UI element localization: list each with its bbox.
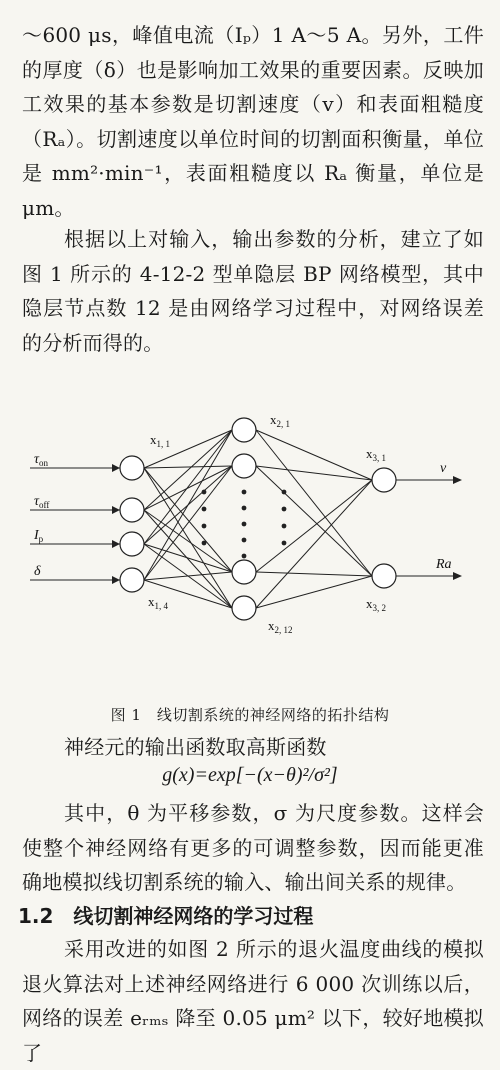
paragraph-2: 根据以上对输入，输出参数的分析，建立了如图 1 所示的 4-12-2 型单隐层 BP 网络模型，其中隐层节点数 12 是由网络学习过程中，对网络误差的分析而得的。: [22, 227, 484, 355]
edge-h3-out2: [256, 572, 372, 576]
edge-h2-out2: [256, 466, 372, 576]
bp-network-figure: [0, 400, 500, 690]
edge-h1-out2: [256, 430, 372, 576]
hidden-node-1: [232, 418, 256, 442]
input-label-delta: δ: [34, 564, 41, 579]
ellipsis-dots: [202, 490, 287, 559]
input-label-tau-on: $\tau_{on}$: [34, 452, 49, 468]
input-label-ip: $I_p$: [34, 528, 44, 544]
input-arrows: [30, 468, 120, 580]
output-node-2: [372, 564, 396, 588]
edge-in4-h3: [144, 572, 232, 580]
hidden-layer: [232, 418, 256, 620]
edge-in1-h2: [144, 466, 232, 468]
input-node-1: [120, 456, 144, 480]
paragraph-4: 采用改进的如图 2 所示的退火温度曲线的模拟退火算法对上述神经网络进行 6 000 次训练以后，网络的误差 eᵣₘₛ 降至 0.05 μm² 以下，较好地模拟了: [22, 937, 484, 1065]
input-node-4: [120, 568, 144, 592]
label-x21: $x_{2, 1}$: [270, 412, 290, 429]
edge-h4-out1: [256, 480, 372, 608]
label-x31: $x_{3, 1}$: [366, 446, 386, 463]
edge-in1-h1: [144, 430, 232, 468]
output-label-v: v: [440, 461, 447, 476]
input-layer: [120, 456, 144, 592]
figure-caption: 图 1 线切割系统的神经网络的拓扑结构: [110, 706, 390, 724]
label-x11: $x_{1, 1}$: [150, 432, 170, 449]
hidden-node-11: [232, 560, 256, 584]
hidden-node-2: [232, 454, 256, 478]
edge-h4-out2: [256, 576, 372, 608]
input-node-3: [120, 532, 144, 556]
hidden-node-12: [232, 596, 256, 620]
edge-in2-h2: [144, 466, 232, 510]
edge-h3-out1: [256, 480, 372, 572]
label-x212: $x_{2, 12}$: [268, 618, 293, 635]
paragraph-3: 其中，θ 为平移参数，σ 为尺度参数。这样会使整个神经网络有更多的可调整参数，因而能更准确地模拟线切割系统的输入、输出间关系的规律。: [22, 801, 484, 894]
network-connections: [144, 430, 372, 608]
input-label-tau-off: $\tau_{off}$: [34, 494, 50, 510]
input-node-2: [120, 498, 144, 522]
section-heading: 1.2 线切割神经网络的学习过程: [18, 904, 314, 928]
output-layer: [372, 468, 396, 588]
paragraph-1: ～600 μs，峰值电流（Iₚ）1 A～5 A。另外，工件的厚度（δ）也是影响加工效果的重要因素。反映加工效果的基本参数是切割速度（v）和表面粗糙度（Rₐ）。切割速度以单位时间的切割面积衡量，单位是 mm²·min⁻¹，表面粗糙度以 Rₐ 衡量，单位是 μm。: [22, 23, 484, 220]
output-arrowheads: [453, 476, 462, 580]
label-x32: $x_{3, 2}$: [366, 596, 386, 613]
label-x14: $x_{1, 4}$: [148, 594, 168, 611]
output-node-1: [372, 468, 396, 492]
output-label-ra: Ra: [436, 557, 452, 572]
edge-in1-h4: [144, 468, 232, 608]
input-arrowheads: [112, 464, 120, 584]
edge-in2-h4: [144, 510, 232, 608]
gaussian-intro: 神经元的输出函数取高斯函数: [64, 735, 327, 759]
gaussian-formula: g(x)=exp[−(x−θ)²/σ²]: [162, 764, 338, 786]
